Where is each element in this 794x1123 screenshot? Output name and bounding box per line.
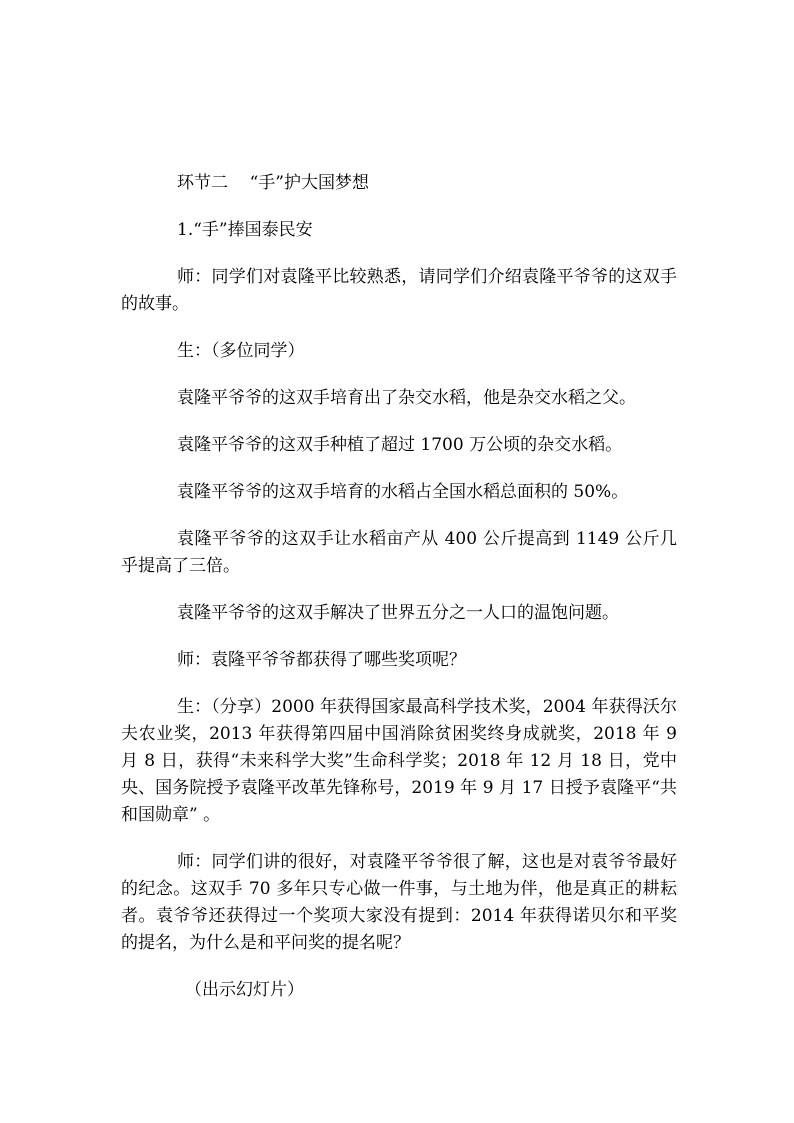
student-response-label: 生：（多位同学） — [177, 341, 305, 361]
student-awards-paragraph: 生：（分享）2000 年获得国家最高科学技术奖，2004 年获得沃尔夫农业奖，2013 年获得第四届中国消除贫困奖终身成就奖，2018 年 9 月 8 日，获得“未来科学大奖”生命科学奖；2018 年 12 月 18 日，党中央、国务院授予袁隆平改革先锋称号，2019 年 9 月 17 日授予袁隆平“共和国勋章” 。 — [121, 697, 677, 825]
document-body — [121, 170, 677, 1004]
student-point-paragraph: 袁隆平爷爷的这双手培育出了杂交水稻，他是杂交水稻之父。 — [177, 388, 636, 408]
student-point-paragraph: 袁隆平爷爷的这双手培育的水稻占全国水稻总面积的 50%。 — [177, 482, 629, 502]
slide-note: （出示幻灯片） — [185, 980, 304, 1000]
teacher-summary-paragraph: 师：同学们讲的很好，对袁隆平爷爷很了解，这也是对袁爷爷最好的纪念。这双手 70 多年只专心做一件事，与土地为伴，他是真正的耕耘者。袁爷爷还获得过一个奖项大家没有提到：2014 年获得诺贝尔和平奖的提名，为什么是和平问奖的提名呢？ — [121, 852, 677, 953]
student-point-paragraph: 袁隆平爷爷的这双手种植了超过 1700 万公顷的杂交水稻。 — [177, 435, 623, 455]
teacher-awards-question: 师：袁隆平爷爷都获得了哪些奖项呢？ — [177, 650, 466, 670]
section-heading: 环节二 “手”护大国梦想 — [177, 173, 369, 193]
teacher-question-paragraph: 师：同学们对袁隆平比较熟悉，请同学们介绍袁隆平爷爷的这双手的故事。 — [121, 267, 677, 314]
student-point-paragraph: 袁隆平爷爷的这双手让水稻亩产从 400 公斤提高到 1149 公斤几乎提高了三倍。 — [121, 529, 677, 576]
student-point-paragraph: 袁隆平爷爷的这双手解决了世界五分之一人口的温饱问题。 — [177, 603, 619, 623]
subheading: 1.“手”捧国泰民安 — [177, 220, 313, 240]
